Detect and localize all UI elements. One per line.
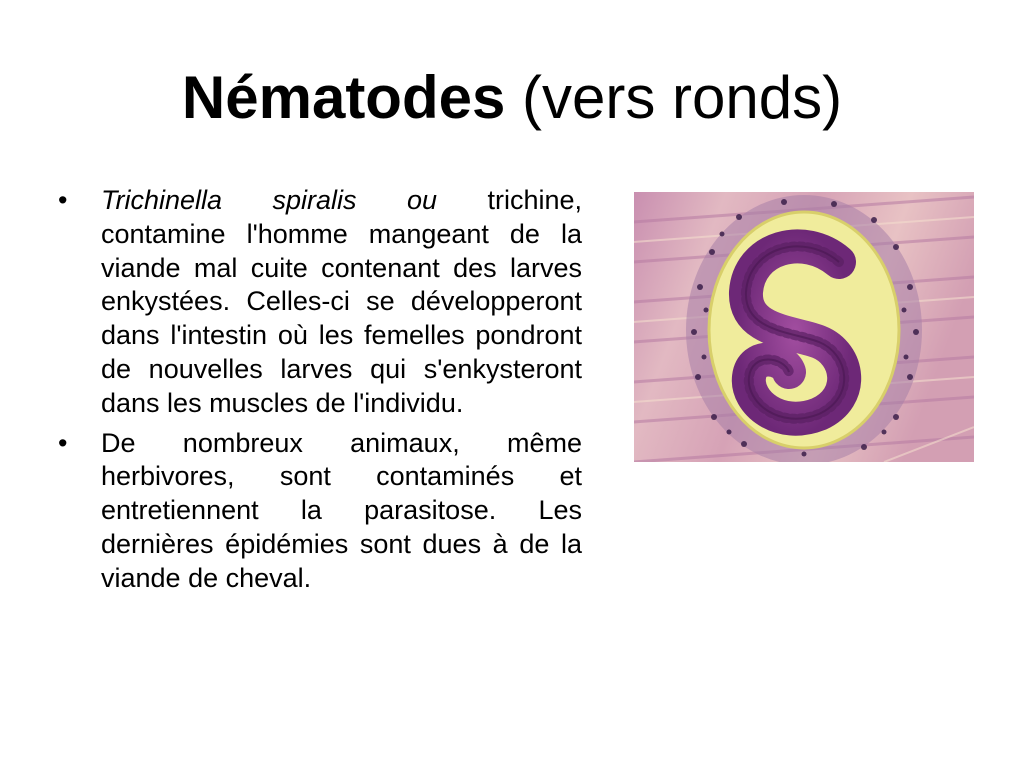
bullet-dot-icon: •	[58, 427, 68, 458]
bullet-text: trichine, contamine l'homme mangeant de la viande mal cuite contenant des larves enkystées. Celles-ci se développeront dans l'intestin où les femelles pondront de nouvelles larves qui s'enkysteront dans les muscles de l'individu.	[101, 185, 582, 418]
species-name: Trichinella spiralis ou	[101, 185, 437, 215]
bullet-list	[58, 184, 582, 602]
bullet-item-animals	[58, 427, 582, 596]
bullet-item-trichinella	[58, 184, 582, 421]
title-normal-part: (vers ronds)	[505, 64, 843, 131]
bullet-text: De nombreux animaux, même herbivores, sont contaminés et entretiennent la parasitose. Les dernières épidémies sont dues à de la viande de cheval.	[101, 427, 582, 593]
trichinella-cyst-image	[634, 192, 974, 462]
bullet-dot-icon: •	[58, 185, 68, 215]
slide-title	[0, 58, 1024, 138]
title-bold-part: Nématodes	[181, 64, 506, 131]
